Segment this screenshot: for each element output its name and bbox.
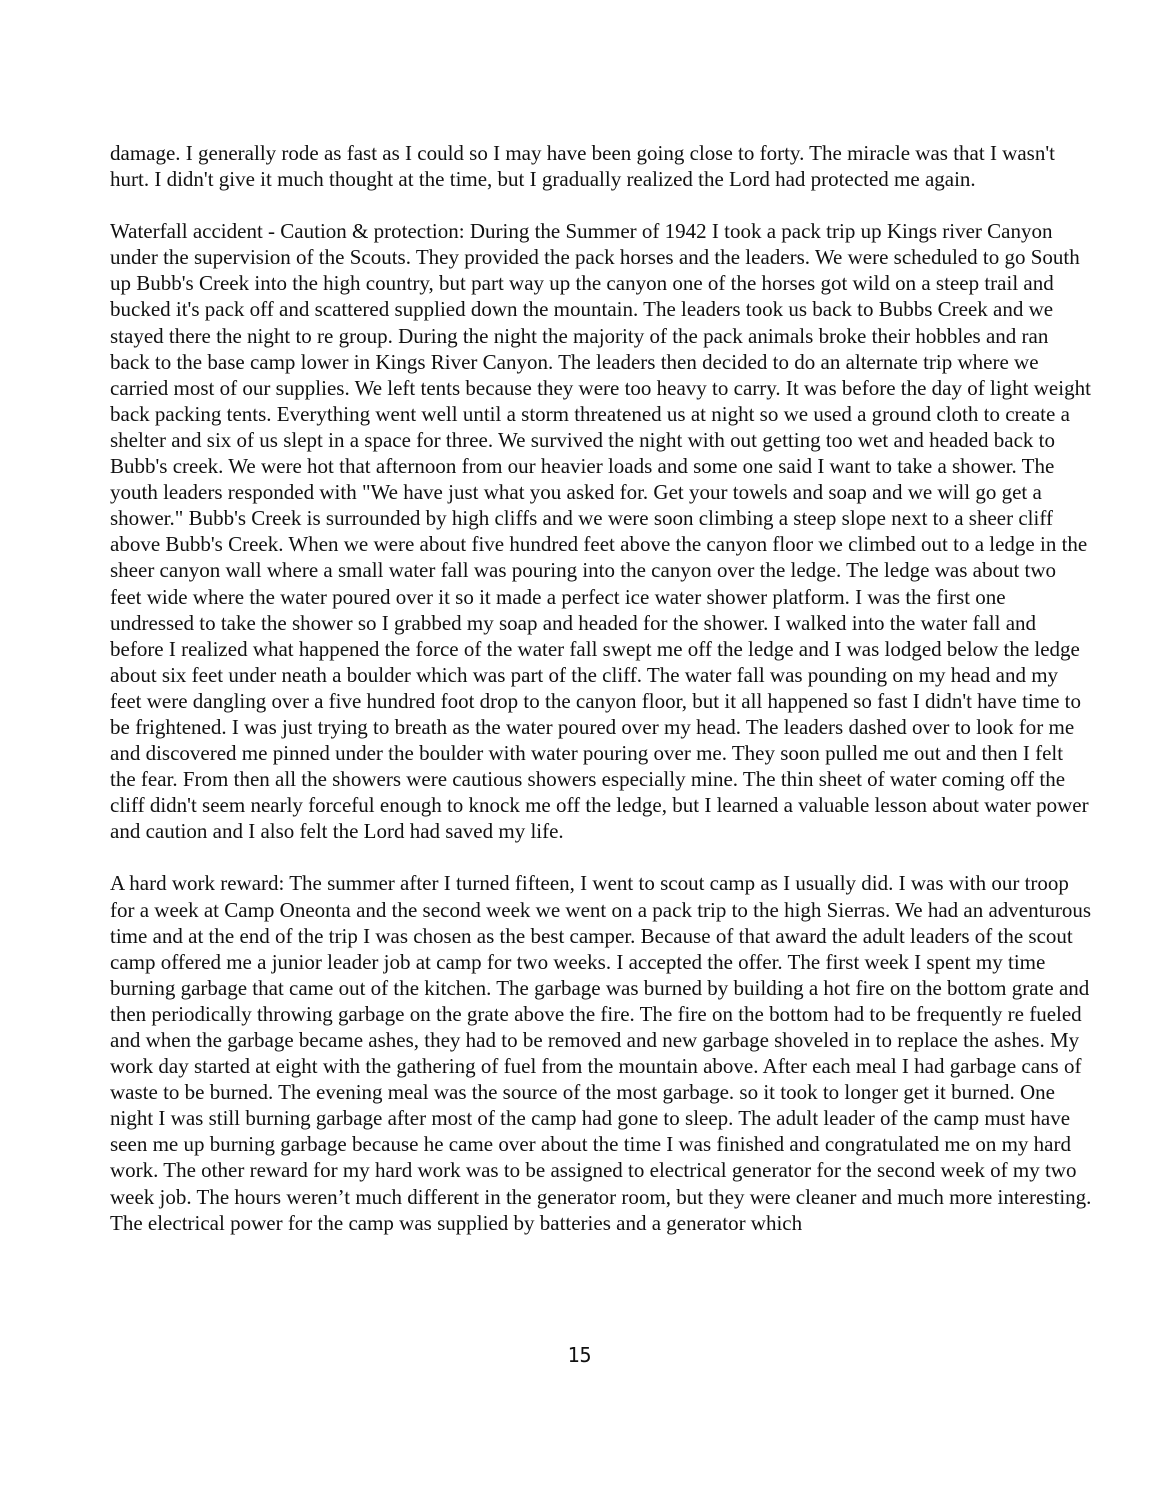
paragraph-hard-work-reward: A hard work reward: The summer after I turned fifteen, I went to scout camp as I usually did. I was with our troop for a week at Camp Oneonta and the second week we went on a pack trip to the high Sierras. We had an adventurous time and at the end of the trip I was chosen as the best camper. Because of that award the adult leaders of the scout camp offered me a junior leader job at camp for two weeks. I accepted the offer. The first week I spent my time burning garbage that came out of the kitchen. The garbage was burned by building a hot fire on the bottom grate and then periodically throwing garbage on the grate above the fire. The fire on the bottom had to be frequently re fueled and when the garbage became ashes, they had to be removed and new garbage shoveled in to replace the ashes. My work day started at eight with the gathering of fuel from the mountain above. After each meal I had garbage cans of waste to be burned. The evening meal was the source of the most garbage. so it took to longer get it burned. One night I was still burning garbage after most of the camp had gone to sleep. The adult leader of the camp must have seen me up burning garbage because he came over about the time I was finished and congratulated me on my hard work. The other reward for my hard work was to be assigned to electrical generator for the second week of my two week job. The hours weren’t much different in the generator room, but they were cleaner and much more interesting. The electrical power for the camp was supplied by batteries and a generator which xyxy=(110,871,1092,1235)
paragraph-waterfall-accident: Waterfall accident - Caution & protection: During the Summer of 1942 I took a pack trip up Kings river Canyon under the supervision of the Scouts. They provided the pack horses and the leaders. We were scheduled to go South up Bubb's Creek into the high country, but part way up the canyon one of the horses got wild on a steep trail and bucked it's pack off and scattered supplied down the mountain. The leaders took us back to Bubbs Creek and we stayed there the night to re group. During the night the majority of the pack animals broke their hobbles and ran back to the base camp lower in Kings River Canyon. The leaders then decided to do an alternate trip where we carried most of our supplies. We left tents because they were too heavy to carry. It was before the day of light weight back packing tents. Everything went well until a storm threatened us at night so we used a ground cloth to create a shelter and six of us slept in a space for three. We survived the night with out getting too wet and headed back to Bubb's creek. We were hot that afternoon from our heavier loads and some one said I want to take a shower. The youth leaders responded with "We have just what you asked for. Get your towels and soap and we will go get a shower." Bubb's Creek is surrounded by high cliffs and we were soon climbing a steep slope next to a sheer cliff above Bubb's Creek. When we were about five hundred feet above the canyon floor we climbed out to a ledge in the sheer canyon wall where a small water fall was pouring into the canyon over the ledge. The ledge was about two feet wide where the water poured over it so it made a perfect ice water shower platform. I was the first one undressed to take the shower so I grabbed my soap and headed for the shower. I walked into the water fall and before I realized what happened the force of the water fall swept me off the ledge and I was lodged below the ledge about six feet under neath a boulder which was part of the cliff. The water fall was pounding on my head and my feet were dangling over a five hundred foot drop to the canyon floor, but it all happened so fast I didn't have time to be frightened. I was just trying to breath as the water poured over my head. The leaders dashed over to look for me and discovered me pinned under the boulder with water pouring over me. They soon pulled me out and then I felt the fear. From then all the showers were cautious showers especially mine. The thin sheet of water coming off the cliff didn't seem nearly forceful enough to knock me off the ledge, but I learned a valuable lesson about water power and caution and I also felt the Lord had saved my life. xyxy=(110,219,1091,844)
page-number: 15 xyxy=(567,1343,592,1367)
body-text xyxy=(110,140,1092,1236)
paragraph-damage-continuation: damage. I generally rode as fast as I could so I may have been going close to forty. The miracle was that I wasn't hurt. I didn't give it much thought at the time, but I gradually realized the Lord had protected me again. xyxy=(110,141,1055,192)
